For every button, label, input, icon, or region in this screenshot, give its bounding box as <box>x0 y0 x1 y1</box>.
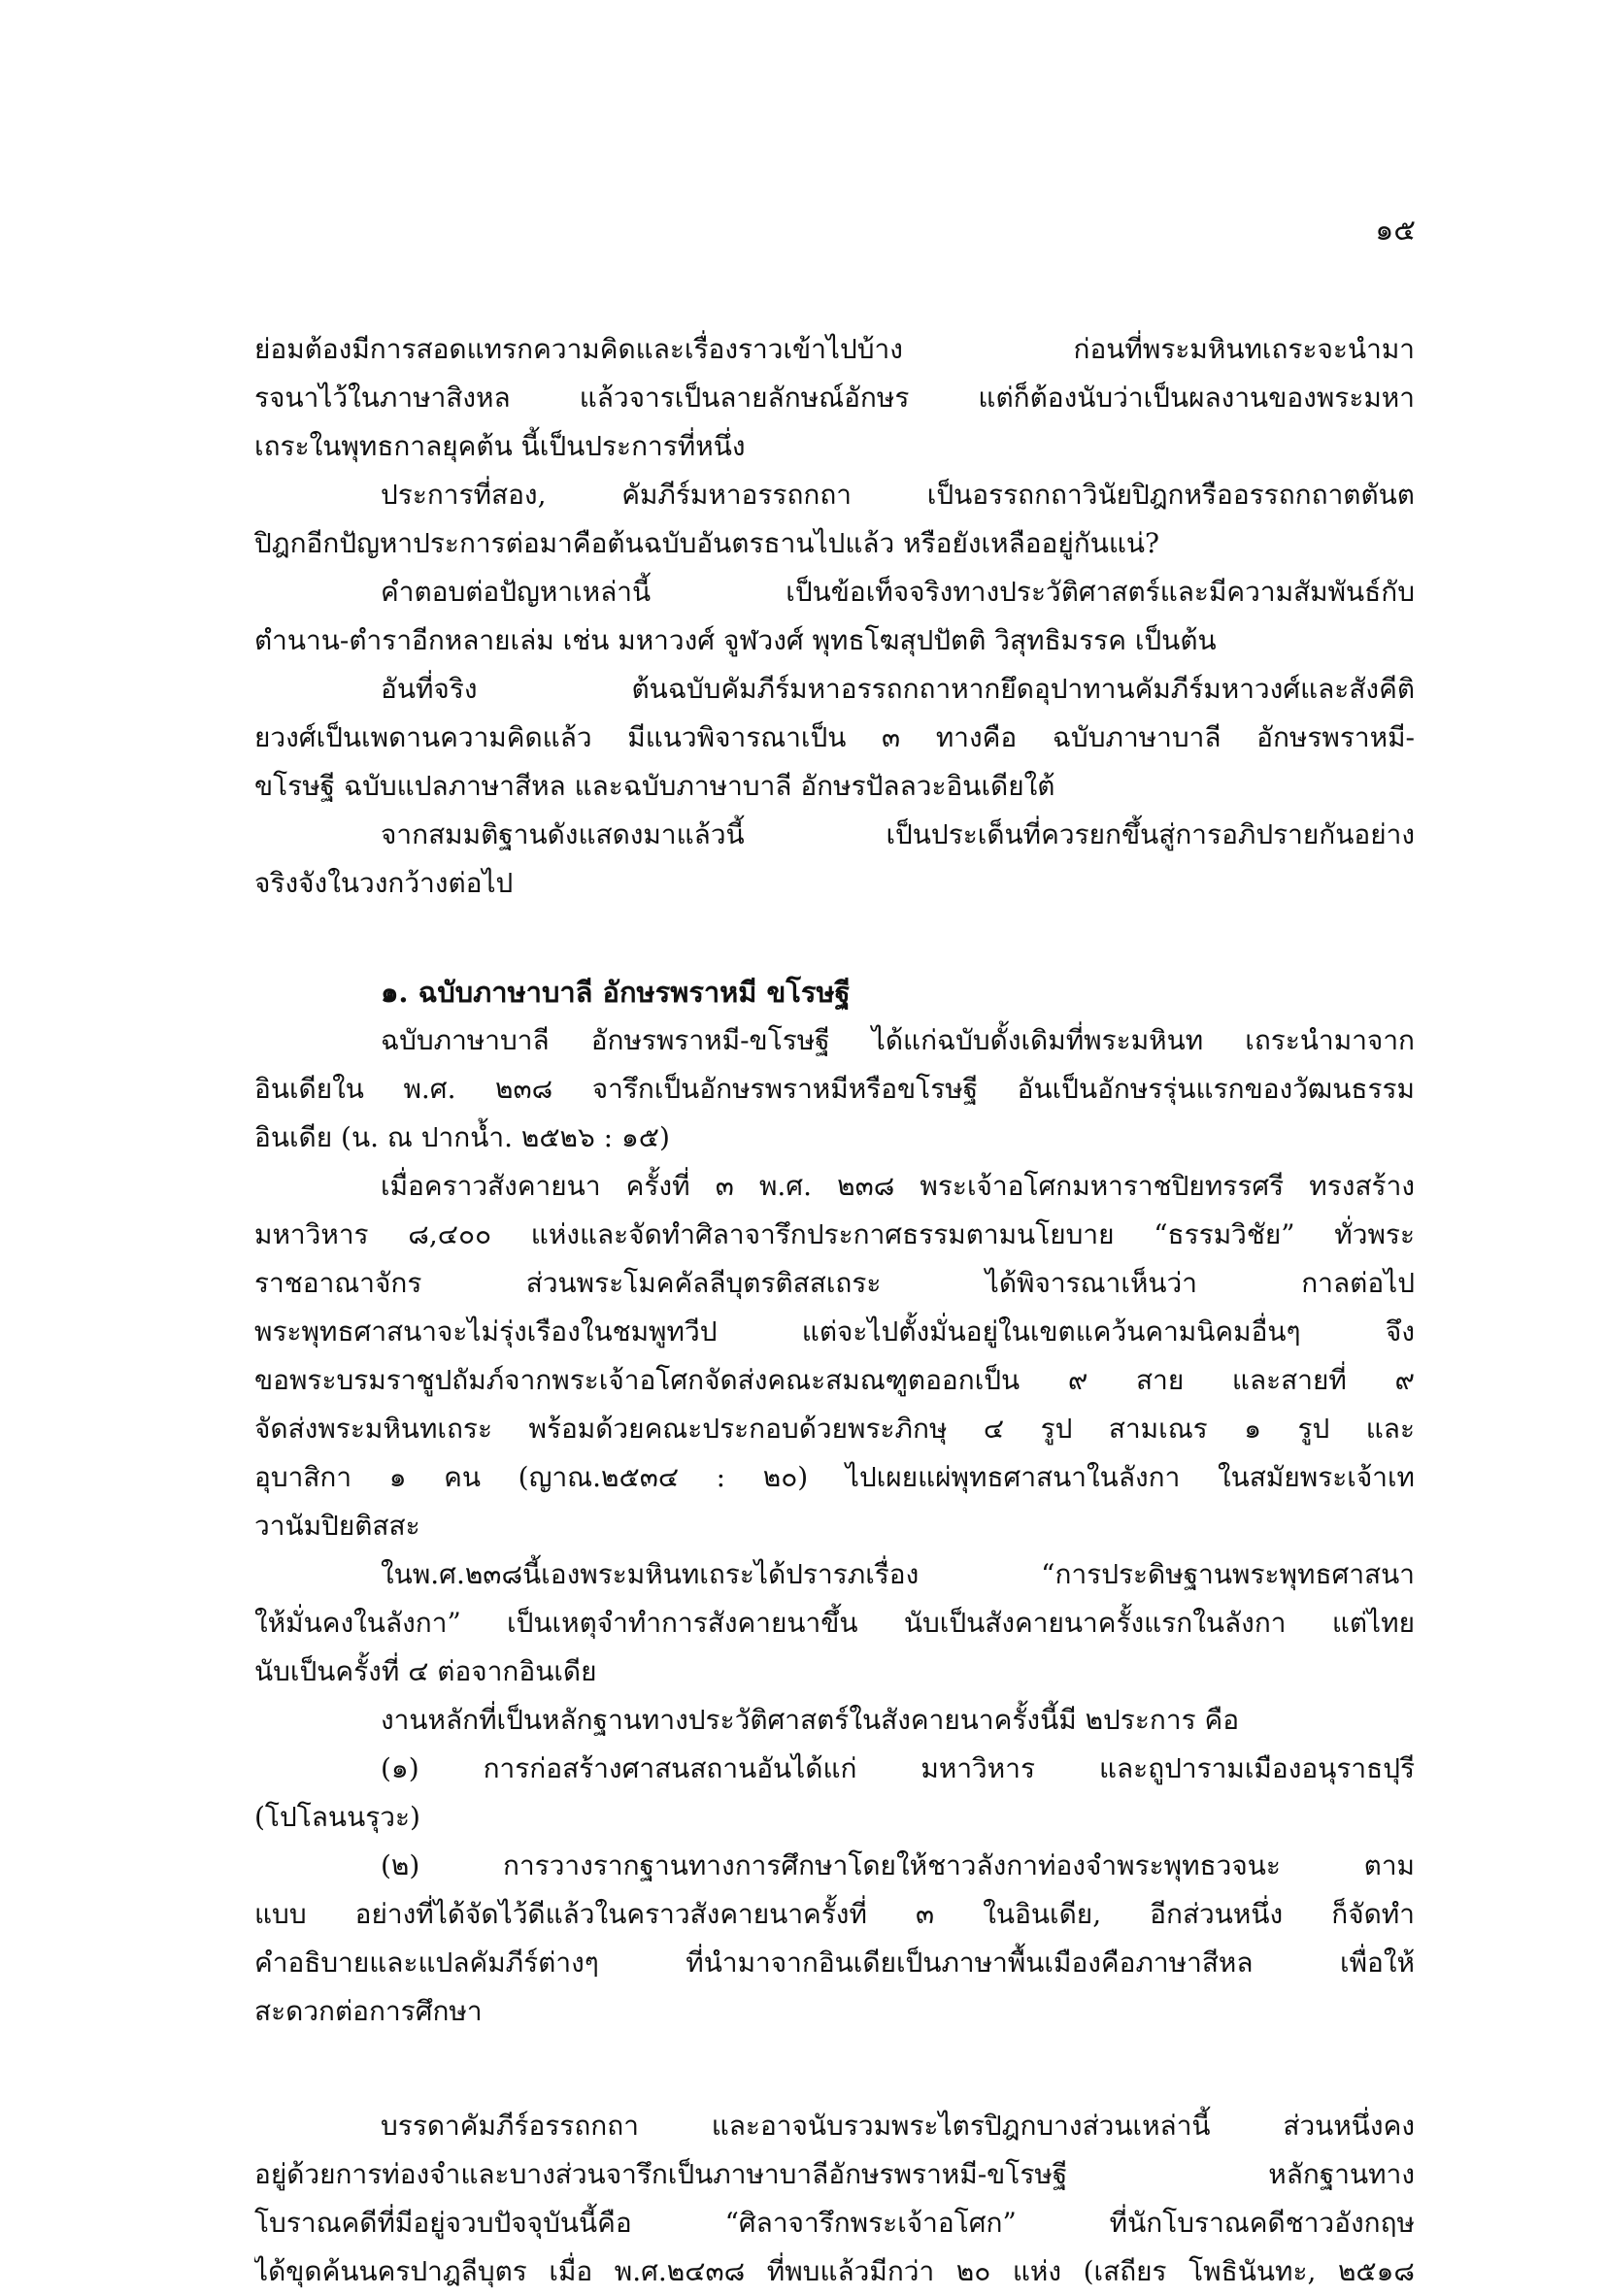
text-line: (๒) การวางรากฐานทางการศึกษาโดยให้ชาวลังกาท่องจำพระพุทธวจนะ ตาม <box>381 1849 1415 1881</box>
text-line: ยวงศ์เป็นเพดานความคิดแล้ว มีแนวพิจารณาเป็น ๓ ทางคือ ฉบับภาษาบาลี อักษรพราหมี- <box>254 721 1415 753</box>
text-line: งานหลักที่เป็นหลักฐานทางประวัติศาสตร์ในสังคายนาครั้งนี้มี ๒ประการ คือ <box>381 1704 1240 1736</box>
text-line: พระพุทธศาสนาจะไม่รุ่งเรืองในชมพูทวีป แต่จะไปตั้งมั่นอยู่ในเขตแคว้นคามนิคมอื่นๆ จึง <box>254 1315 1415 1348</box>
text-line: บรรดาคัมภีร์อรรถกถา และอาจนับรวมพระไตรปิฎกบางส่วนเหล่านี้ ส่วนหนึ่งคง <box>381 2110 1415 2142</box>
text-line: คำอธิบายและแปลคัมภีร์ต่างๆ ที่นำมาจากอินเดียเป็นภาษาพื้นเมืองคือภาษาสีหล เพื่อให้ <box>254 1947 1415 1979</box>
text-line: ตำนาน-ตำราอีกหลายเล่ม เช่น มหาวงศ์ จูฬวงศ์ พุทธโฆสุปปัตติ วิสุทธิมรรค เป็นต้น <box>254 624 1217 656</box>
text-line: อันที่จริง ต้นฉบับคัมภีร์มหาอรรถกถาหากยึดอุปาทานคัมภีร์มหาวงศ์และสังคีติ <box>381 673 1415 705</box>
text-line: เมื่อคราวสังคายนา ครั้งที่ ๓ พ.ศ. ๒๓๘ พระเจ้าอโศกมหาราชปิยทรรศรี ทรงสร้าง <box>381 1170 1415 1202</box>
text-line: คำตอบต่อปัญหาเหล่านี้ เป็นข้อเท็จจริงทางประวัติศาสตร์และมีความสัมพันธ์กับ <box>381 576 1415 608</box>
text-line: อินเดียใน พ.ศ. ๒๓๘ จารึกเป็นอักษรพราหมีหรือขโรษฐี อันเป็นอักษรรุ่นแรกของวัฒนธรรม <box>254 1073 1415 1105</box>
text-line: ในพ.ศ.๒๓๘นี้เองพระมหินทเถระได้ปรารภเรื่อง “การประดิษฐานพระพุทธศาสนา <box>381 1558 1415 1590</box>
text-line: ให้มั่นคงในลังกา” เป็นเหตุจำทำการสังคายนาขึ้น นับเป็นสังคายนาครั้งแรกในลังกา แต่ไทย <box>254 1607 1415 1639</box>
text-line: ขโรษฐี ฉบับแปลภาษาสีหล และฉบับภาษาบาลี อักษรปัลลวะอินเดียใต้ <box>254 770 1055 802</box>
text-line: จัดส่งพระมหินทเถระ พร้อมด้วยคณะประกอบด้วยพระภิกษุ ๔ รูป สามเณร ๑ รูป และ <box>254 1413 1415 1445</box>
text-line: สะดวกต่อการศึกษา <box>254 1995 483 2027</box>
text-line: โบราณคดีที่มีอยู่จวบปัจจุบันนี้คือ “ศิลาจารึกพระเจ้าอโศก” ที่นักโบราณคดีชาวอังกฤษ <box>254 2207 1415 2239</box>
text-line: ได้ขุดค้นนครปาฎลีบุตร เมื่อ พ.ศ.๒๔๓๘ ที่พบแล้วมีกว่า ๒๐ แห่ง (เสถียร โพธินันทะ, ๒๕๑๘ <box>254 2255 1415 2287</box>
text-line: วานัมปิยติสสะ <box>254 1510 420 1542</box>
text-line: รจนาไว้ในภาษาสิงหล แล้วจารเป็นลายลักษณ์อักษร แต่ก็ต้องนับว่าเป็นผลงานของพระมหา <box>254 382 1415 414</box>
text-line: เถระในพุทธกาลยุคต้น นี้เป็นประการที่หนึ่ง <box>254 430 746 462</box>
text-line: (โปโลนนรุวะ) <box>254 1801 420 1833</box>
text-line: ย่อมต้องมีการสอดแทรกความคิดและเรื่องราวเข้าไปบ้าง ก่อนที่พระมหินทเถระจะนำมา <box>254 333 1415 365</box>
text-line: ประการที่สอง, คัมภีร์มหาอรรถกถา เป็นอรรถกถาวินัยปิฎกหรืออรรถกถาตตันต <box>381 479 1415 511</box>
text-line: ราชอาณาจักร ส่วนพระโมคคัลลีบุตรติสสเถระ ได้พิจารณาเห็นว่า กาลต่อไป <box>254 1267 1415 1299</box>
text-line: อุบาสิกา ๑ คน (ญาณ.๒๕๓๔ : ๒๐) ไปเผยแผ่พุทธศาสนาในลังกา ในสมัยพระเจ้าเท <box>254 1461 1415 1493</box>
text-line: ปิฎกอีกปัญหาประการต่อมาคือต้นฉบับอันตรธานไปแล้ว หรือยังเหลืออยู่กันแน่? <box>254 527 1160 559</box>
page-number: ๑๕ <box>1375 214 1416 248</box>
text-line: จากสมมติฐานดังแสดงมาแล้วนี้ เป็นประเด็นที่ควรยกขึ้นสู่การอภิปรายกันอย่าง <box>381 818 1415 850</box>
text-line: อยู่ด้วยการท่องจำและบางส่วนจารึกเป็นภาษาบาลีอักษรพราหมี-ขโรษฐี หลักฐานทาง <box>254 2158 1415 2190</box>
section-heading: ๑. ฉบับภาษาบาลี อักษรพราหมี ขโรษฐี <box>381 976 851 1009</box>
text-line: แบบ อย่างที่ได้จัดไว้ดีแล้วในคราวสังคายนาครั้งที่ ๓ ในอินเดีย, อีกส่วนหนึ่ง ก็จัดทำ <box>254 1898 1415 1930</box>
paragraph-block-3 <box>254 2102 1415 2296</box>
text-line: (๑) การก่อสร้างศาสนสถานอันได้แก่ มหาวิหาร และถูปารามเมืองอนุราธปุรี <box>381 1752 1415 1784</box>
paragraph-block-1 <box>254 325 1415 908</box>
document-body <box>254 325 1415 2296</box>
text-line: นับเป็นครั้งที่ ๔ ต่อจากอินเดีย <box>254 1655 597 1687</box>
text-line: ฉบับภาษาบาลี อักษรพราหมี-ขโรษฐี ได้แก่ฉบับดั้งเดิมที่พระมหินท เถระนำมาจาก <box>381 1024 1415 1056</box>
text-line: จริงจังในวงกว้างต่อไป <box>254 867 514 899</box>
paragraph-block-2 <box>254 1016 1415 2036</box>
text-line: ขอพระบรมราชูปถัมภ์จากพระเจ้าอโศกจัดส่งคณะสมณฑูตออกเป็น ๙ สาย และสายที่ ๙ <box>254 1364 1415 1396</box>
text-line: มหาวิหาร ๘,๔๐๐ แห่งและจัดทำศิลาจารึกประกาศธรรมตามนโยบาย “ธรรมวิชัย” ทั่วพระ <box>254 1218 1415 1250</box>
text-line: อินเดีย (น. ณ ปากน้ำ. ๒๕๒๖ : ๑๕) <box>254 1121 670 1153</box>
